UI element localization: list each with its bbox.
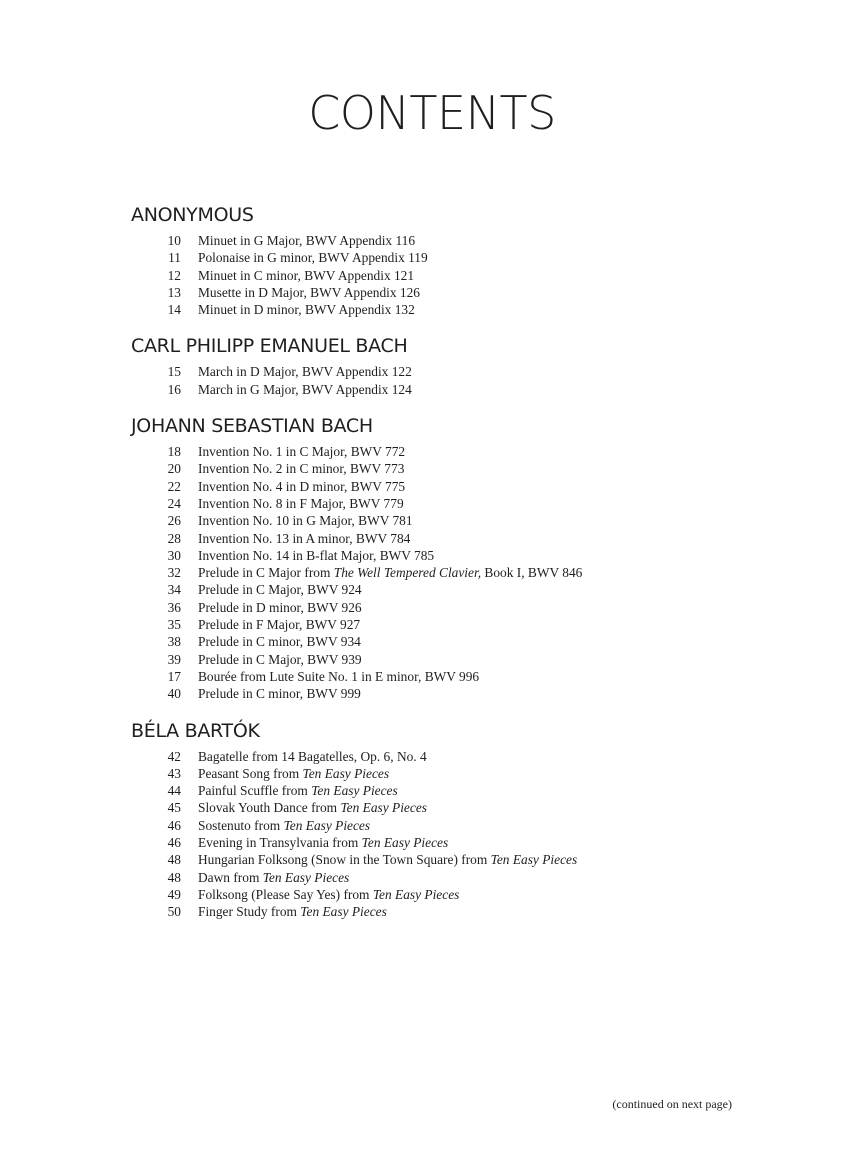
piece-name: Minuet in D minor, BWV Appendix 132	[198, 302, 415, 318]
piece-title	[198, 249, 428, 266]
piece-title	[198, 363, 412, 380]
page-number: 14	[167, 302, 181, 318]
piece-name: Peasant Song from	[198, 765, 303, 781]
page-number: 22	[167, 478, 181, 494]
piece-title	[198, 478, 405, 495]
page-number: 48	[167, 869, 181, 885]
piece-title	[198, 633, 361, 650]
piece-title	[198, 616, 360, 633]
piece-name: Hungarian Folksong (Snow in the Town Square) from	[198, 852, 491, 868]
page-number: 30	[167, 547, 181, 563]
piece-name: Prelude in C Major, BWV 939	[198, 651, 362, 667]
page-number: 48	[167, 852, 181, 868]
piece-name: Finger Study from	[198, 904, 301, 920]
toc-entry	[131, 581, 771, 598]
piece-name: Bagatelle from 14 Bagatelles, Op. 6, No. 4	[198, 748, 427, 764]
toc-entry	[131, 443, 771, 460]
piece-title	[198, 381, 412, 398]
toc-entry	[131, 834, 771, 851]
piece-title	[198, 748, 427, 765]
page-number: 12	[167, 267, 181, 283]
page-number: 15	[167, 364, 181, 380]
piece-name: Invention No. 1 in C Major, BWV 772	[198, 444, 406, 460]
composer-section	[131, 333, 771, 398]
piece-title	[198, 599, 362, 616]
collection-title: Ten Easy Pieces	[311, 783, 398, 799]
toc-entry	[131, 599, 771, 616]
piece-name: Sostenuto from	[198, 817, 284, 833]
page-number: 45	[167, 800, 181, 816]
piece-title	[198, 232, 415, 249]
toc-entry	[131, 547, 771, 564]
page-number: 10	[167, 233, 181, 248]
piece-name: Minuet in C minor, BWV Appendix 121	[198, 267, 415, 283]
piece-name: Prelude in C minor, BWV 999	[198, 686, 361, 702]
collection-title: The Well Tempered Clavier,	[333, 565, 482, 581]
piece-title	[198, 685, 361, 702]
collection-title: Ten Easy Pieces	[300, 904, 387, 920]
piece-name: Invention No. 13 in A minor, BWV 784	[198, 530, 411, 546]
page-number: 39	[167, 651, 181, 667]
piece-title	[198, 834, 448, 851]
toc-entry	[131, 851, 771, 868]
piece-name: Folksong (Please Say Yes) from	[198, 886, 373, 902]
piece-name: Polonaise in G minor, BWV Appendix 119	[198, 250, 428, 266]
toc-entry	[131, 564, 771, 581]
toc-entry	[131, 460, 771, 477]
piece-title	[198, 782, 398, 799]
page-number: 28	[167, 530, 181, 546]
collection-title: Ten Easy Pieces	[361, 835, 449, 851]
toc-entry	[131, 495, 771, 512]
piece-name: Dawn from	[198, 869, 263, 885]
page-number: 24	[167, 495, 181, 511]
page-number: 44	[167, 783, 181, 799]
toc-entry	[131, 301, 771, 318]
continued-note: (continued on next page)	[612, 1097, 732, 1111]
toc-entry	[131, 478, 771, 495]
toc-entry	[131, 817, 771, 834]
piece-name: Prelude in C Major, BWV 924	[198, 582, 362, 598]
piece-name: Prelude in D minor, BWV 926	[198, 599, 362, 615]
page-number: 17	[167, 668, 181, 684]
toc-entry	[131, 668, 771, 685]
page-number: 18	[167, 444, 181, 460]
toc-entry	[131, 633, 771, 650]
piece-name: Bourée from Lute Suite No. 1 in E minor, BWV 996	[198, 668, 480, 684]
collection-title: Ten Easy Pieces	[340, 800, 427, 816]
page-number: 42	[167, 748, 181, 764]
page-number: 16	[167, 381, 181, 397]
piece-title	[198, 284, 420, 301]
page-number: 26	[167, 513, 181, 529]
piece-title	[198, 581, 362, 598]
piece-title	[198, 817, 370, 834]
composer-heading: CARL PHILIPP EMANUEL BACH	[131, 335, 408, 358]
composer-heading: ANONYMOUS	[131, 204, 254, 226]
page-number: 49	[167, 886, 181, 902]
toc-entry	[131, 869, 771, 886]
page-number: 32	[167, 565, 181, 581]
piece-title	[198, 651, 362, 668]
piece-title	[198, 903, 387, 920]
toc-entry	[131, 249, 771, 266]
composer-section	[131, 413, 771, 702]
piece-suffix: Book I, BWV 846	[481, 565, 583, 581]
toc-entry	[131, 886, 771, 903]
piece-name: Invention No. 10 in G Major, BWV 781	[198, 513, 413, 529]
piece-name: Slovak Youth Dance from	[198, 800, 341, 816]
toc-entry	[131, 284, 771, 301]
toc-entry	[131, 651, 771, 668]
piece-title	[198, 301, 415, 318]
toc-entry	[131, 685, 771, 702]
toc-entry	[131, 765, 771, 782]
collection-title: Ten Easy Pieces	[490, 852, 578, 868]
page-number: 43	[167, 765, 181, 781]
piece-name: Invention No. 14 in B-flat Major, BWV 785	[198, 547, 435, 563]
piece-title	[198, 799, 427, 816]
piece-name: Musette in D Major, BWV Appendix 126	[198, 284, 421, 300]
toc-entry	[131, 799, 771, 816]
piece-title	[198, 564, 582, 581]
page-number: 34	[167, 582, 181, 598]
page-title: CONTENTS	[308, 86, 556, 140]
collection-title: Ten Easy Pieces	[302, 765, 390, 781]
piece-title	[198, 869, 349, 886]
piece-name: March in G Major, BWV Appendix 124	[198, 381, 412, 397]
toc-entry	[131, 232, 771, 249]
piece-title	[198, 886, 459, 903]
page-number: 40	[167, 686, 181, 702]
toc-entry	[131, 512, 771, 529]
collection-title: Ten Easy Pieces	[283, 817, 371, 833]
piece-title	[198, 512, 413, 529]
page-number: 36	[167, 599, 181, 615]
page-number: 13	[167, 284, 181, 300]
page-number: 50	[167, 904, 181, 920]
composer-section	[131, 202, 771, 318]
toc-entry	[131, 616, 771, 633]
piece-title	[198, 460, 404, 477]
collection-title: Ten Easy Pieces	[262, 869, 350, 885]
toc-entry	[131, 267, 771, 284]
piece-name: Invention No. 4 in D minor, BWV 775	[198, 478, 406, 494]
page-number: 46	[167, 835, 181, 851]
piece-title	[198, 530, 410, 547]
collection-title: Ten Easy Pieces	[372, 886, 460, 902]
piece-name: Prelude in C minor, BWV 934	[198, 634, 361, 650]
table-of-contents	[131, 202, 771, 936]
piece-name: Painful Scuffle from	[198, 783, 312, 799]
toc-entry	[131, 903, 771, 920]
piece-title	[198, 267, 414, 284]
page-number: 35	[167, 617, 181, 633]
piece-name: Minuet in G Major, BWV Appendix 116	[198, 233, 416, 248]
piece-name: Evening in Transylvania from	[198, 835, 362, 851]
piece-title	[198, 851, 577, 868]
composer-heading: JOHANN SEBASTIAN BACH	[131, 415, 373, 438]
piece-name: Prelude in C Major from	[198, 565, 334, 581]
toc-entry	[131, 363, 771, 380]
piece-title	[198, 443, 405, 460]
piece-title	[198, 547, 434, 564]
piece-title	[198, 765, 389, 782]
toc-entry	[131, 782, 771, 799]
piece-name: Prelude in F Major, BWV 927	[198, 617, 361, 633]
toc-entry	[131, 530, 771, 547]
composer-section	[131, 718, 771, 921]
page-number: 46	[167, 817, 181, 833]
piece-title	[198, 668, 479, 685]
toc-entry	[131, 381, 771, 398]
page-number: 20	[167, 461, 181, 477]
composer-heading: BÉLA BARTÓK	[131, 719, 260, 742]
piece-name: March in D Major, BWV Appendix 122	[198, 364, 412, 380]
page-number: 38	[167, 634, 181, 650]
piece-name: Invention No. 2 in C minor, BWV 773	[198, 461, 405, 477]
page-number: 11	[168, 250, 181, 266]
piece-title	[198, 495, 404, 512]
piece-name: Invention No. 8 in F Major, BWV 779	[198, 495, 404, 511]
toc-entry	[131, 748, 771, 765]
